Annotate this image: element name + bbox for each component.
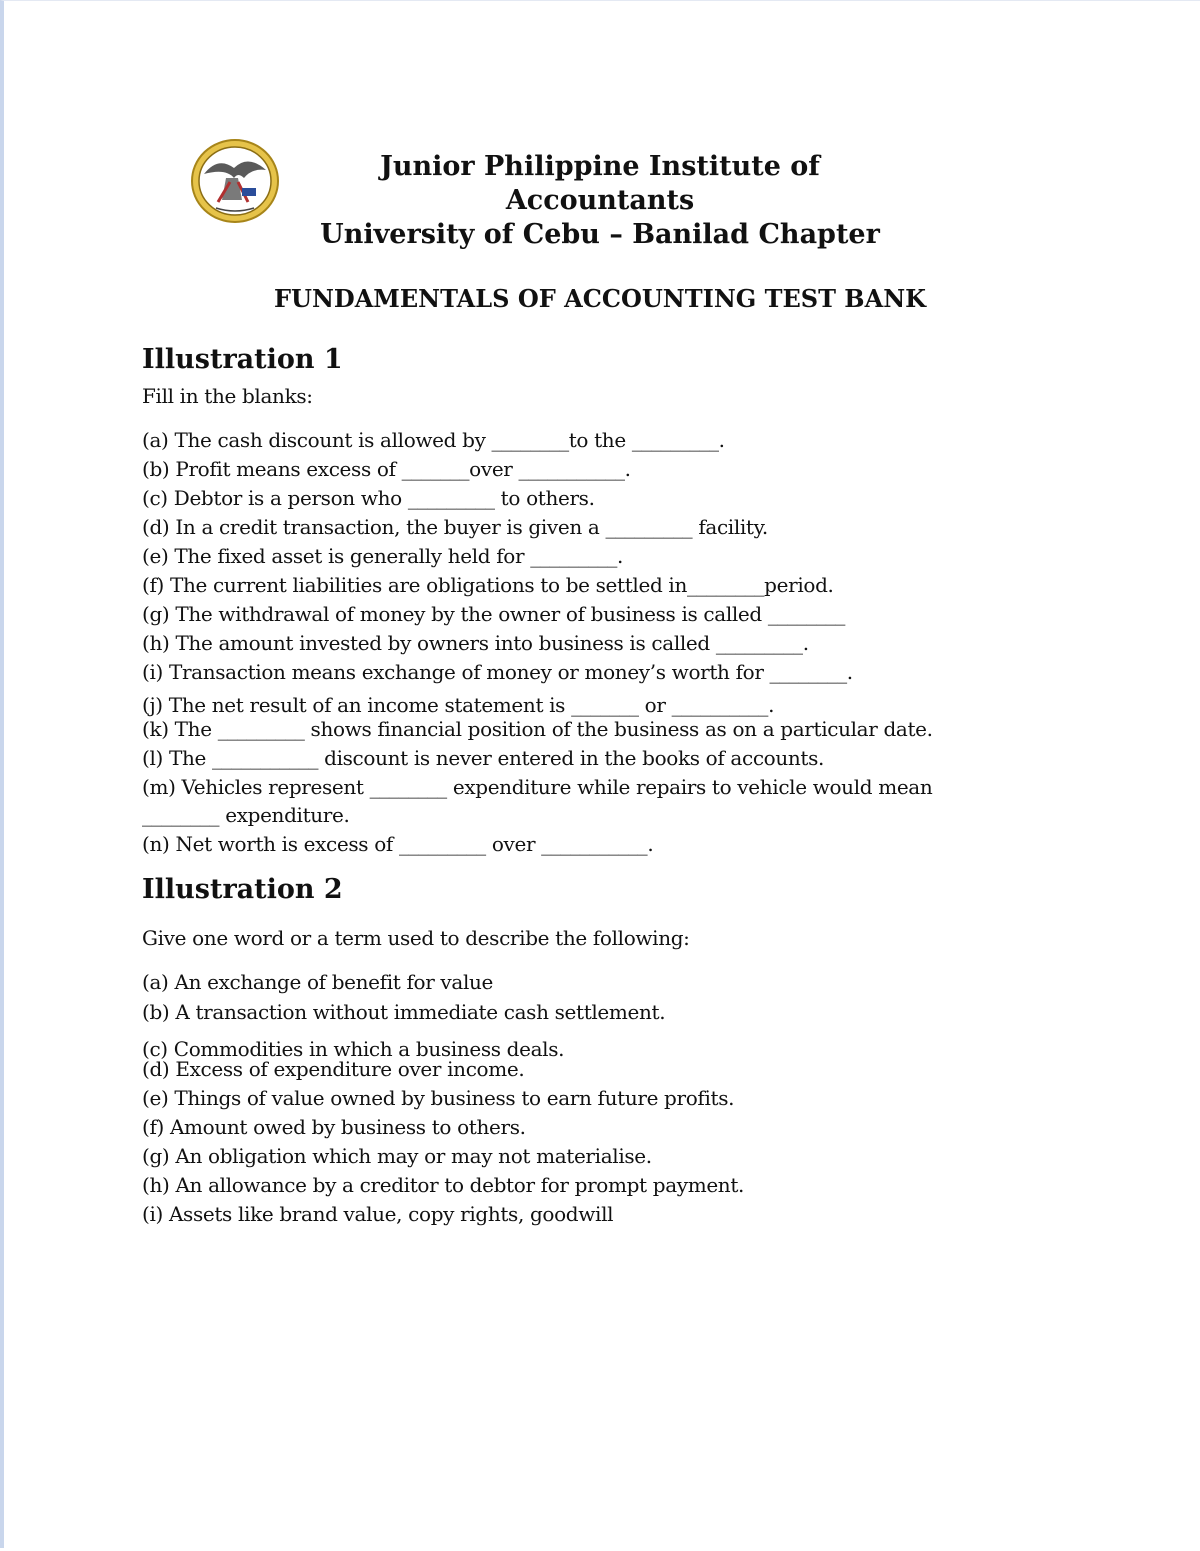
list-item: (h) An allowance by a creditor to debtor for prompt payment.	[142, 1173, 745, 1197]
org-header	[300, 150, 900, 252]
list-item: (e) The fixed asset is generally held for _________.	[142, 544, 624, 568]
list-item: (i) Transaction means exchange of money or money’s worth for ________.	[142, 660, 853, 684]
org-name: Junior Philippine Institute of Accountants	[380, 151, 820, 216]
illustration-1-heading: Illustration 1	[142, 344, 343, 375]
list-item: (d) Excess of expenditure over income.	[142, 1057, 525, 1081]
list-item: (f) The current liabilities are obligations to be settled in________period.	[142, 573, 834, 597]
document-title: FUNDAMENTALS OF ACCOUNTING TEST BANK	[273, 284, 927, 313]
list-item: (k) The _________ shows financial position of the business as on a particular date.	[142, 717, 933, 741]
list-item: ________ expenditure.	[142, 803, 350, 827]
list-item: (h) The amount invested by owners into business is called _________.	[142, 631, 809, 655]
list-item: (b) A transaction without immediate cash settlement.	[142, 1000, 666, 1024]
list-item: (d) In a credit transaction, the buyer is given a _________ facility.	[142, 515, 768, 539]
list-item: (a) An exchange of benefit for value	[142, 970, 494, 994]
list-item: (c) Commodities in which a business deals.	[142, 1037, 565, 1061]
list-item: (f) Amount owed by business to others.	[142, 1115, 526, 1139]
list-item: (n) Net worth is excess of _________ over ___________.	[142, 832, 654, 856]
list-item: (m) Vehicles represent ________ expenditure while repairs to vehicle would mean	[142, 775, 933, 799]
list-item: (b) Profit means excess of _______over ___________.	[142, 457, 631, 481]
list-item: (l) The ___________ discount is never entered in the books of accounts.	[142, 746, 825, 770]
list-item: (a) The cash discount is allowed by ________to the _________.	[142, 428, 725, 452]
list-item: (g) An obligation which may or may not materialise.	[142, 1144, 652, 1168]
list-item: (c) Debtor is a person who _________ to others.	[142, 486, 595, 510]
chapter-name: University of Cebu – Banilad Chapter	[320, 219, 880, 250]
illustration-2-instruction: Give one word or a term used to describe the following:	[142, 926, 690, 950]
list-item: (e) Things of value owned by business to earn future profits.	[142, 1086, 735, 1110]
list-item: (i) Assets like brand value, copy rights, goodwill	[142, 1202, 614, 1226]
illustration-1-instruction: Fill in the blanks:	[142, 384, 313, 408]
list-item: (g) The withdrawal of money by the owner of business is called ________	[142, 602, 846, 626]
list-item: (j) The net result of an income statement is _______ or __________.	[142, 693, 775, 717]
jpia-seal-icon	[190, 138, 280, 224]
illustration-2-heading: Illustration 2	[142, 874, 343, 905]
